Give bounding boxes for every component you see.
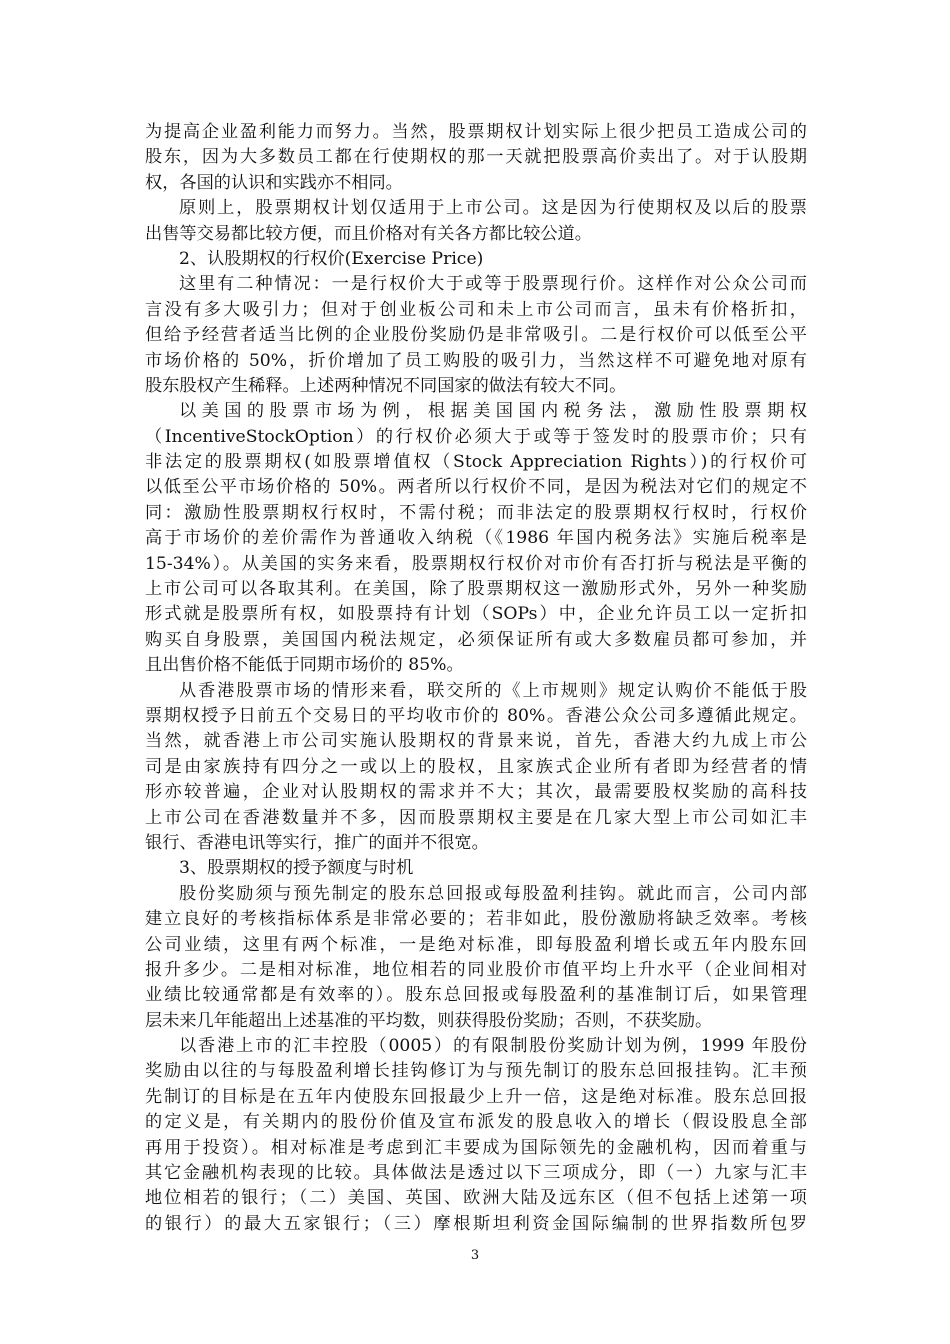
section-heading: 2、认股期权的行权价(Exercise Price) (179, 248, 484, 269)
text-line: 同：激励性股票期权行权时，不需付税；而非法定的股票期权行权时，行权价 (145, 502, 807, 523)
document-body (145, 120, 807, 1237)
text-line: 高于市场价的差价需作为普通收入纳税（《1986 年国内税务法》实施后税率是 (145, 528, 807, 549)
text-line: 其它金融机构表现的比较。具体做法是透过以下三项成分，即（一）九家与汇丰 (145, 1163, 807, 1184)
text-line: 股东股权产生稀释。上述两种情况不同国家的做法有较大不同。 (145, 375, 627, 396)
text-line: 股份奖励须与预先制定的股东总回报或每股盈利挂钩。就此而言，公司内部 (179, 883, 807, 904)
text-line: 形亦较普遍，企业对认股期权的需求并不大；其次，最需要股权奖励的高科技 (145, 782, 807, 803)
text-line: 以低至公平市场价格的 50%。两者所以行权价不同，是因为税法对它们的规定不 (145, 477, 807, 498)
text-line: 层未来几年能超出上述基准的平均数，则获得股份奖励；否则，不获奖励。 (145, 1010, 713, 1031)
text-line: 且出售价格不能低于同期市场价的 85%。 (145, 655, 464, 676)
text-line: 非法定的股票期权(如股票增值权（Stock Appreciation Rights）)的行权价可 (145, 452, 807, 473)
text-line: 奖励由以往的与每股盈利增长挂钩修订为与预先制订的股东总回报挂钩。汇丰预 (145, 1061, 807, 1082)
text-line: 业绩比较通常都是有效率的）。股东总回报或每股盈利的基准制订后，如果管理 (145, 985, 807, 1006)
text-line: 权，各国的认识和实践亦不相同。 (145, 172, 403, 193)
text-line: 的定义是，有关期内的股份价值及宣布派发的股息收入的增长（假设股息全部 (145, 1112, 807, 1133)
text-line: 建立良好的考核指标体系是非常必要的；若非如此，股份激励将缺乏效率。考核 (145, 909, 807, 930)
text-line: 形式就是股票所有权，如股票持有计划（SOPs）中，企业允许员工以一定折扣 (145, 604, 807, 625)
text-line: 15-34%）。从美国的实务来看，股票期权行权价对市价有否打折与税法是平衡的 (145, 553, 807, 574)
text-line: 股东，因为大多数员工都在行使期权的那一天就把股票高价卖出了。对于认股期 (145, 147, 807, 168)
text-line: （IncentiveStockOption）的行权价必须大于或等于签发时的股票市价；只有 (145, 426, 807, 447)
text-line: 先制订的目标是在五年内使股东回报最少上升一倍，这是绝对标准。股东总回报 (145, 1086, 807, 1107)
page-number: 3 (470, 1248, 480, 1263)
text-line: 出售等交易都比较方便，而且价格对有关各方都比较公道。 (145, 223, 592, 244)
text-line: 市场价格的 50%，折价增加了员工购股的吸引力，当然这样不可避免地对原有 (145, 350, 807, 371)
text-line: 当然，就香港上市公司实施认股期权的背景来说，首先，香港大约九成上市公 (145, 731, 807, 752)
text-line: 公司业绩，这里有两个标准，一是绝对标准，即每股盈利增长或五年内股东回 (145, 934, 807, 955)
section-heading: 3、股票期权的授予额度与时机 (179, 858, 414, 879)
text-line: 上市公司在香港数量并不多，因而股票期权主要是在几家大型上市公司如汇丰 (145, 807, 807, 828)
text-line: 这里有二种情况：一是行权价大于或等于股票现行价。这样作对公众公司而 (179, 274, 807, 295)
text-line: 票期权授予日前五个交易日的平均收市价的 80%。香港公众公司多遵循此规定。 (145, 705, 807, 726)
text-line: 原则上，股票期权计划仅适用于上市公司。这是因为行使期权及以后的股票 (179, 198, 807, 219)
text-line: 再用于投资）。相对标准是考虑到汇丰要成为国际领先的金融机构，因而着重与 (145, 1137, 807, 1158)
text-line: 银行、香港电讯等实行，推广的面并不很宽。 (145, 832, 489, 853)
text-line: 以香港上市的汇丰控股（0005）的有限制股份奖励计划为例，1999 年股份 (179, 1036, 807, 1057)
text-line: 上市公司可以各取其利。在美国，除了股票期权这一激励形式外，另外一种奖励 (145, 579, 807, 600)
text-line: 言没有多大吸引力；但对于创业板公司和未上市公司而言，虽未有价格折扣， (145, 299, 807, 320)
text-line: 为提高企业盈利能力而努力。当然，股票期权计划实际上很少把员工造成公司的 (145, 122, 807, 142)
text-line: 但给予经营者适当比例的企业股份奖励仍是非常吸引。二是行权价可以低至公平 (145, 325, 807, 346)
text-line: 的银行）的最大五家银行；（三）摩根斯坦利资金国际编制的世界指数所包罗 (145, 1213, 807, 1234)
text-line: 以美国的股票市场为例，根据美国国内税务法，激励性股票期权 (179, 401, 807, 422)
text-line: 报升多少。二是相对标准，地位相若的同业股价市值平均上升水平（企业间相对 (145, 959, 807, 980)
text-line: 司是由家族持有四分之一或以上的股权，且家族式企业所有者即为经营者的情 (145, 756, 807, 777)
text-line: 从香港股票市场的情形来看，联交所的《上市规则》规定认购价不能低于股 (179, 680, 807, 701)
text-line: 地位相若的银行；（二）美国、英国、欧洲大陆及远东区（但不包括上述第一项 (145, 1188, 807, 1209)
text-line: 购买自身股票，美国国内税法规定，必须保证所有或大多数雇员都可参加，并 (145, 629, 807, 650)
